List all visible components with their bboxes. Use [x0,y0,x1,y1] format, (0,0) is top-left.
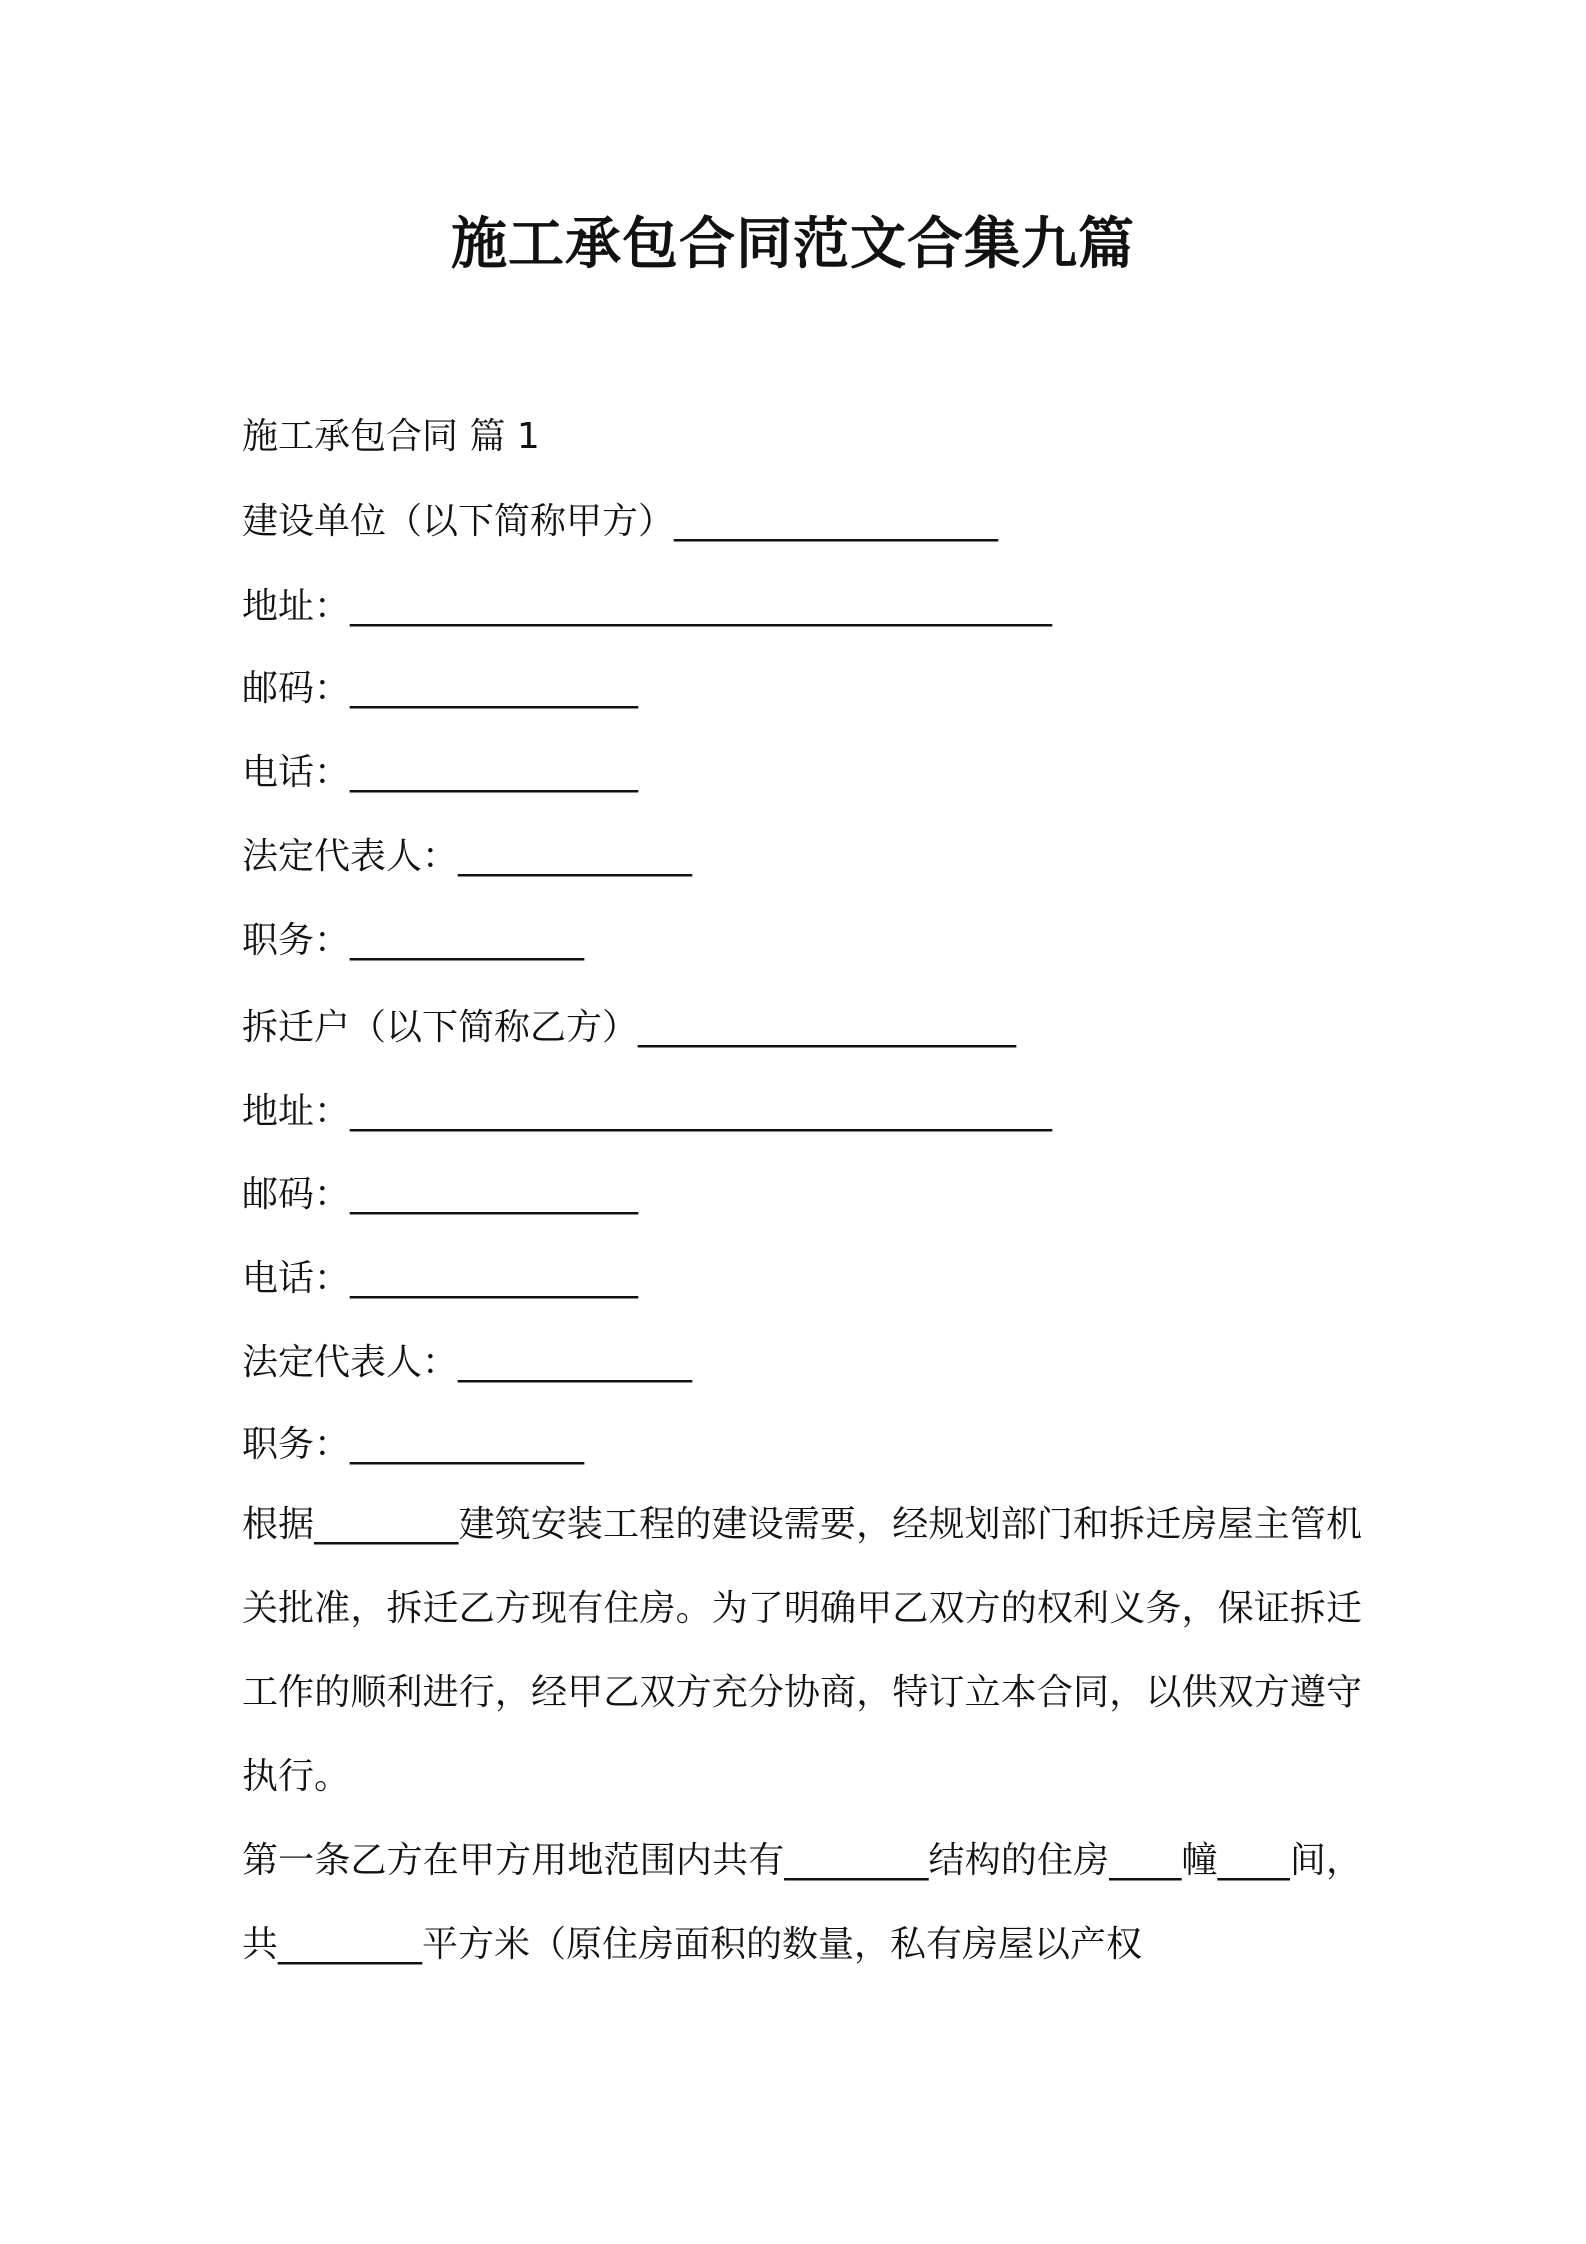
party-b-phone-line: 电话：________________ [242,1258,639,1299]
section-heading: 施工承包合同 篇 1 [242,416,540,457]
party-a-phone-line: 电话：________________ [242,752,639,793]
party-a-position-line: 职务：_____________ [242,920,585,961]
party-a-postcode-line: 邮码：________________ [242,668,639,709]
party-a-legal-rep-line: 法定代表人：_____________ [242,836,693,877]
party-b-address-line: 地址：_______________________________________ [242,1091,1053,1132]
party-a-address-line: 地址：_______________________________________ [242,586,1053,627]
document-title: 施工承包合同范文合集九篇 [451,212,1135,277]
party-b-postcode-line: 邮码：________________ [242,1174,639,1215]
party-b-legal-rep-line: 法定代表人：_____________ [242,1342,693,1383]
preamble-paragraph: 根据________建筑安装工程的建设需要，经规划部门和拆迁房屋主管机关批准，拆迁乙方现有住房。为了明确甲乙双方的权利义务，保证拆迁工作的顺利进行，经甲乙双方充分协商，特订立本合同，以供双方遵守执行。 [242,1504,1362,1797]
party-b-position-line: 职务：_____________ [242,1424,585,1465]
article-1-paragraph: 第一条乙方在甲方用地范围内共有________结构的住房____幢____间，共________平方米（原住房面积的数量，私有房屋以产权 [242,1840,1362,1965]
party-a-name-line: 建设单位（以下简称甲方）__________________ [242,501,999,542]
party-b-name-line: 拆迁户（以下简称乙方）_____________________ [242,1007,1017,1048]
